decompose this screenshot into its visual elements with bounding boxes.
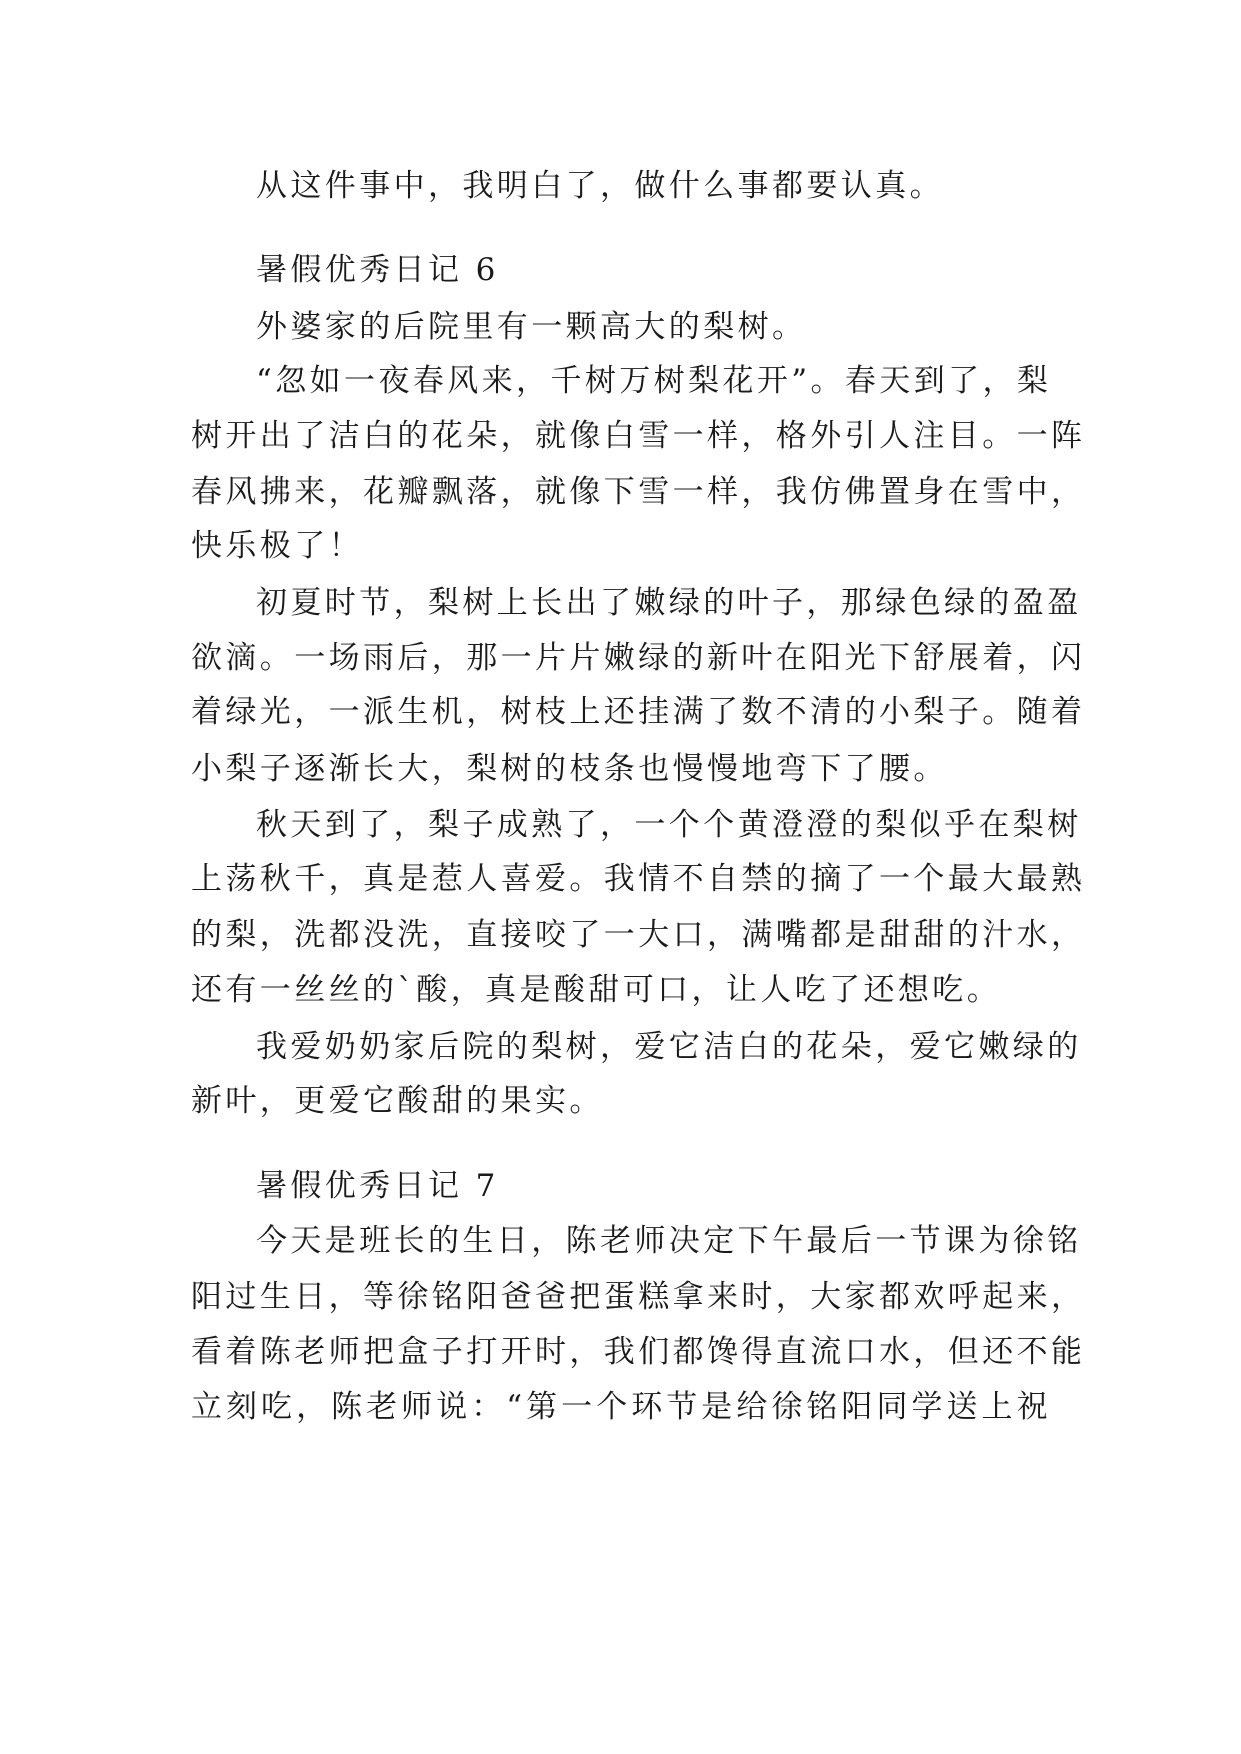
text-line: 上荡秋千，真是惹人喜爱。我情不自禁的摘了一个最大最熟: [191, 861, 1086, 897]
text-line: 快乐极了！: [191, 528, 363, 564]
text-line: 我爱奶奶家后院的梨树，爱它洁白的花朵，爱它嫩绿的: [256, 1029, 1082, 1065]
diary-heading-7: 暑假优秀日记 7: [256, 1168, 499, 1204]
text-line: 的梨，洗都没洗，直接咬了一大口，满嘴都是甜甜的汁水，: [191, 917, 1086, 953]
text-line: 着绿光，一派生机，树枝上还挂满了数不清的小梨子。随着: [191, 694, 1086, 730]
text-line: 还有一丝丝的`酸，真是酸甜可口，让人吃了还想吃。: [191, 972, 1002, 1008]
text-line: 今天是班长的生日，陈老师决定下午最后一节课为徐铭: [256, 1223, 1082, 1259]
text-line: 立刻吃，陈老师说：“第一个环节是给徐铭阳同学送上祝: [191, 1389, 1051, 1425]
text-line: 树开出了洁白的花朵，就像白雪一样，格外引人注目。一阵: [191, 418, 1086, 454]
text-line: 欲滴。一场雨后，那一片片嫩绿的新叶在阳光下舒展着，闪: [191, 640, 1086, 676]
text-line: 阳过生日，等徐铭阳爸爸把蛋糕拿来时，大家都欢呼起来，: [191, 1279, 1086, 1315]
diary-heading-6: 暑假优秀日记 6: [256, 252, 499, 288]
text-line: 看着陈老师把盒子打开时，我们都馋得直流口水，但还不能: [191, 1334, 1086, 1370]
text-line: 小梨子逐渐长大，梨树的枝条也慢慢地弯下了腰。: [191, 751, 948, 787]
text-line: “忽如一夜春风来，千树万树梨花开”。春天到了，梨: [256, 363, 1052, 399]
text-line: 初夏时节，梨树上长出了嫩绿的叶子，那绿色绿的盈盈: [256, 585, 1082, 621]
text-line: 新叶，更爱它酸甜的果实。: [191, 1083, 604, 1119]
text-line: 春风拂来，花瓣飘落，就像下雪一样，我仿佛置身在雪中，: [191, 474, 1086, 510]
text-line: 秋天到了，梨子成熟了，一个个黄澄澄的梨似乎在梨树: [256, 807, 1082, 843]
paragraph-conclusion: 从这件事中，我明白了，做什么事都要认真。: [256, 168, 944, 204]
text-line: 外婆家的后院里有一颗高大的梨树。: [256, 309, 807, 345]
